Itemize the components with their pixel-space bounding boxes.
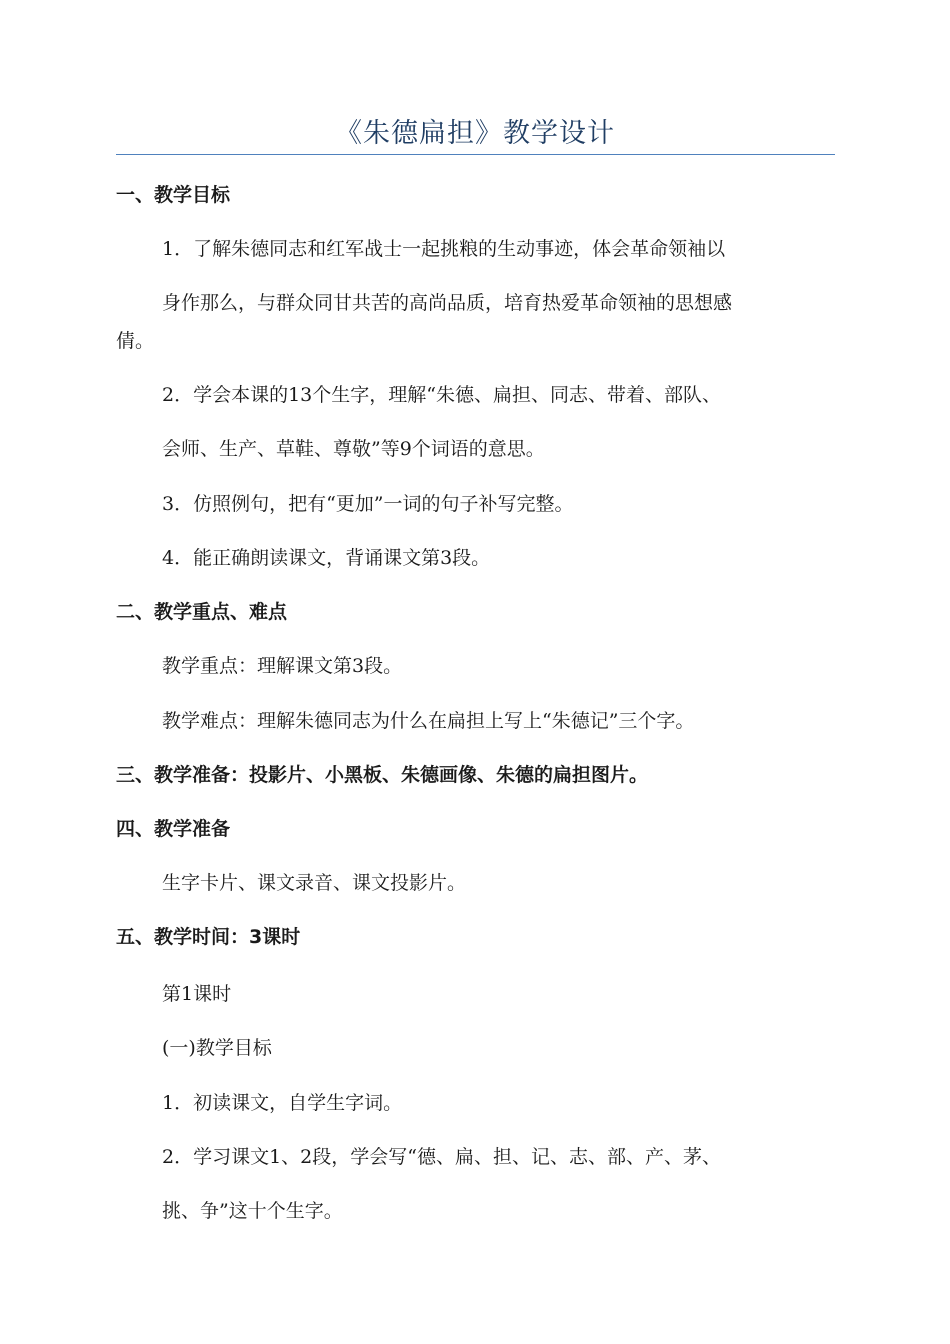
heading-preparation: 四、教学准备 [116,818,231,840]
goal-2-line-2: 会师、生产、草鞋、尊敬”等9个词语的意思。 [162,438,545,460]
difficult-point: 教学难点：理解朱德同志为什么在扁担上写上“朱德记”三个字。 [162,710,695,732]
key-point: 教学重点：理解课文第3段。 [162,655,403,677]
heading-preparation-materials: 三、教学准备：投影片、小黑板、朱德画像、朱德的扁担图片。 [116,764,649,786]
goal-1-line-2: 身作那么，与群众同甘共苦的高尚品质，培育热爱革命领袖的思想感 [162,292,733,314]
title-underline [116,154,835,155]
heading-teaching-goals: 一、教学目标 [116,184,231,206]
goal-3: 3．仿照例句，把有“更加”一词的句子补写完整。 [162,493,574,515]
goal-4: 4．能正确朗读课文，背诵课文第3段。 [162,547,491,569]
lesson-1-goal-2-line-2: 挑、争”这十个生字。 [162,1200,343,1222]
goal-2-line-1: 2．学会本课的13个生字，理解“朱德、扁担、同志、带着、部队、 [162,384,721,406]
lesson-1-label: 第1课时 [162,983,232,1005]
lesson-1-goals-heading: (一)教学目标 [162,1037,272,1059]
heading-teaching-time: 五、教学时间：3课时 [116,926,301,948]
document-title: 《朱德扁担》教学设计 [335,118,615,149]
goal-1-line-3: 倩。 [116,330,155,352]
preparation-items: 生字卡片、课文录音、课文投影片。 [162,872,467,894]
lesson-1-goal-1: 1．初读课文，自学生字词。 [162,1092,403,1114]
goal-1-line-1: 1．了解朱德同志和红军战士一起挑粮的生动事迹，体会革命领袖以 [162,238,726,260]
lesson-1-goal-2-line-1: 2．学习课文1、2段，学会写“德、扁、担、记、志、部、产、茅、 [162,1146,721,1168]
heading-key-points: 二、教学重点、难点 [116,601,288,623]
